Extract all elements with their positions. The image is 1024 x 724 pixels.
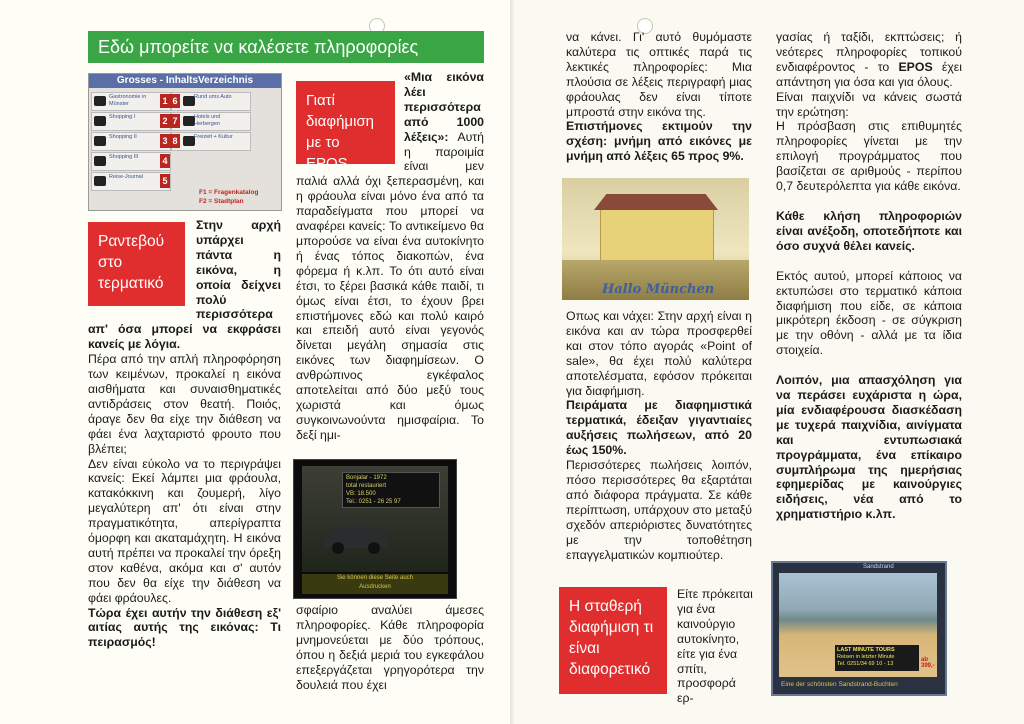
box-stable-ad bbox=[559, 587, 667, 694]
index-screen-title: Grosses - InhaltsVerzeichnis bbox=[89, 74, 281, 88]
col4-c: Η πρόσβαση στις επιθυμητές πληροφορίες γίνεται με την επιλογή προγράμματος που βασίζεται σε αριθμούς - περίπου 0,7 δευτερόλεπτα για κάθε εικόνα. bbox=[776, 119, 962, 194]
col4-f: Λοιπόν, μια απασχόληση για να περάσει ευχάριστα η ώρα, μία ενδιαφέρουσα διασκέδαση με τυχερά παιχνίδια, αινίγματα και εντυπωσιακά προγράμματα, ένα επίκαιρο συμπλήρωμα της ημερήσιας εφημερίδας με καινούργιες ειδήσεις, νέα από το χρηματιστήριο κ.λπ. bbox=[776, 373, 962, 522]
col4-text bbox=[776, 30, 962, 522]
index-item-number: 2 bbox=[160, 114, 170, 128]
col1-p4: Τώρα έχει αυτήν την διάθεση εξ' αιτίας αυτής της εικόνας: Τι πειρασμός! bbox=[88, 605, 281, 650]
car-caption-line-2: Ausdrucken bbox=[359, 584, 391, 590]
col3-text-top bbox=[566, 30, 752, 164]
page-fold bbox=[510, 0, 514, 724]
beach-top-label: Sandstrand bbox=[863, 564, 894, 570]
beach-sign bbox=[835, 645, 919, 671]
col2-text-top bbox=[296, 70, 484, 443]
index-item-icon bbox=[94, 116, 106, 126]
index-item bbox=[91, 92, 171, 111]
car-sign-line-4: Tel.: 0251 - 26 25 97 bbox=[346, 499, 401, 505]
index-screen-footer-1: F1 = Fragenkatalog bbox=[199, 189, 259, 196]
car-screen-image bbox=[293, 459, 457, 599]
col3-c: Οπως και νάχει: Στην αρχή είναι η εικόνα και αν τώρα προσφερθεί και στον τόπο αγοράς «Point of sale», θα έχει πολύ καλύτερα αποτελέσματα, εφόσον πρόκειται για διαφήμιση. bbox=[566, 309, 752, 398]
beach-sign-line-2: Reisen in letzter Minute bbox=[837, 654, 895, 660]
car-caption bbox=[302, 574, 448, 594]
index-item bbox=[171, 112, 251, 131]
beach-photo bbox=[779, 573, 937, 677]
box-rendezvous-text: Ραντεβού στο τερματικό bbox=[98, 233, 165, 292]
index-item-number: 8 bbox=[170, 134, 180, 148]
index-item bbox=[91, 112, 171, 131]
box-stable-text: Η σταθερή διαφήμιση τι είναι διαφορετικό bbox=[569, 598, 654, 678]
index-item-number: 5 bbox=[160, 174, 170, 188]
col3-a: να κάνει. Γι' αυτό θυμόμαστε καλύτερα τις οπτικές παρά τις λεκτικές πληροφορίες: Μια πλούσια σε λέξεις περιγραφή μιας φράουλας δεν είναι τίποτε μπροστά στην εικόνα της. bbox=[566, 30, 752, 119]
col2-text-bottom bbox=[296, 603, 484, 692]
col3-text-mid bbox=[566, 309, 752, 562]
index-item bbox=[91, 172, 171, 191]
col3-e: Περισσότερες πωλήσεις λοιπόν, πόσο περισσότερες θα εξαρτάται από διάφορα πράγματα. Σε κάθε περίπτωση, υπάρχουν στο μεταξύ σχεδόν απεριόριστες δυνατότητες με την τοποθέτηση επαγγελματικών κομπιούτερ. bbox=[566, 458, 752, 562]
car-wheel bbox=[368, 542, 380, 554]
beach-sign-line-1: LAST MINUTE TOURS bbox=[837, 647, 895, 653]
col4-epos: EPOS bbox=[898, 59, 933, 74]
index-item-label: Shopping II bbox=[109, 134, 137, 140]
col3-text-bottom bbox=[677, 587, 754, 706]
index-item-icon bbox=[94, 136, 106, 146]
col4-b: Είναι παιχνίδι να κάνεις σωστά την ερώτηση: bbox=[776, 89, 962, 119]
car-sign-line-2: total restauriert bbox=[346, 483, 387, 489]
palace-caption: Hallo München bbox=[602, 282, 715, 297]
index-item-number: 6 bbox=[170, 94, 180, 108]
col1-p2: Πέρα από την απλή πληροφόρηση των κειμένων, προκαλεί η εικόνα αισθήματα και συναισθηματικές αντιδράσεις στον θεατή. Ποιός, άραγε δεν θα είχε την διάθεση να φάει ένα λαχταριστό φρουτο που βλέπει; bbox=[88, 352, 281, 456]
car-sign bbox=[342, 472, 440, 508]
index-item-label: Gastronomie in Münster bbox=[109, 94, 147, 107]
beach-screen-image bbox=[771, 561, 947, 696]
col4-e: Εκτός αυτού, μπορεί κάποιος να εκτυπώσει στο τερματικό κάποια διαφήμιση που είδε, σε κάποια μικρότερη έκδοση - σε σύγκριση με την οθόνη - αλλά με τα ίδια στοιχεία. bbox=[776, 268, 962, 358]
index-item-icon bbox=[94, 156, 106, 166]
palace-roof bbox=[594, 194, 718, 210]
car-caption-line-1: Sie können diese Seite auch bbox=[336, 575, 414, 581]
col4-d: Κάθε κλήση πληροφοριών είναι ανέξοδη, οποτεδήποτε και όσο συχνά θέλει κανείς. bbox=[776, 208, 962, 253]
beach-caption: Eine der schönsten Sandstrand-Buchten bbox=[781, 681, 898, 688]
col3-b: Επιστήμονες εκτιμούν την σχέση: μνήμη από εικόνες με μνήμη από λέξεις 65 προς 9%. bbox=[566, 119, 752, 164]
car-wheel bbox=[332, 542, 344, 554]
box-why-text: Γιατί διαφήμιση με το EPOS bbox=[306, 92, 374, 172]
index-screen-footer-2: F2 = Stadtplan bbox=[199, 198, 244, 205]
green-banner: Εδώ μπορείτε να καλέσετε πληροφορίες bbox=[88, 31, 484, 63]
car-sign-line-1: Bonjalar - 1972 bbox=[346, 475, 387, 481]
index-item-number: 7 bbox=[170, 114, 180, 128]
col3-d: Πειράματα με διαφημιστικά τερματικά, έδειξαν γιγαντιαίες αυξήσεις πωλήσεων, από 20 έως 150%. bbox=[566, 398, 752, 458]
index-item bbox=[91, 152, 171, 171]
index-item-label: Freizeit + Kultur bbox=[194, 134, 233, 140]
car-photo bbox=[302, 466, 448, 572]
beach-sale: ab 399,- bbox=[921, 657, 935, 669]
col2-a: Αυτή η παροιμία είναι μεν παλιά αλλά όχι ξεπερασμένη, και η φράουλα είναι μόνο ένα από τα παραδείγματα που μπορεί να αναφέρει κανείς: Το αντικείμενο θα μπορούσε να είναι ένα αυτοκίνητο ή ένας τόπος διακοπών, ένα φόρεμα ή κ.λπ. Το ότι αυτό είναι έτσι, το ξέρει βασικά κάθε παιδί, τι όμως είναι έτσι, το έχουν βρει επιστήμονες εδώ και πολύ καιρό και επειδή αυτό είναι γεγονός δίνεται μεγάλη σημασία στις εικόνες των διαφημίσεων. Ο ανθρώπινος εγκέφαλος αποτελείται από δύο μεξύ τους χωριστά και όμως συγκοινωνούντα ημισφαίρια. Το δεξί ημι- bbox=[296, 129, 484, 442]
col3-f: Είτε πρόκειται για ένα καινούργιο αυτοκίνητο, είτε για ένα σπίτι, προσφορά ερ- bbox=[677, 587, 753, 706]
index-item-number: 1 bbox=[160, 94, 170, 108]
index-item bbox=[91, 132, 171, 151]
col1-p3: Δεν είναι εύκολο να το περιγράψει κανείς: Εκεί λάμπει μια φράουλα, κατακόκκινη και ζουμερή, λίγο μεγαλύτερη απ' ότι είναι στην πραγματικότητα, απερίγραπτα όμορφη και ακαταμάχητη. Η εικόνα αυτή πρέπει να προκαλεί την όρεξη στον καθένα, ακόμα και σ' αυτόν που δεν θα είχε την διάθεση να φάει φράουλες. bbox=[88, 456, 281, 605]
index-item bbox=[171, 132, 251, 151]
index-item bbox=[171, 92, 251, 111]
index-item-label: Shopping III bbox=[109, 154, 139, 160]
index-item-label: Reise-Journal bbox=[109, 174, 143, 180]
col4-a2: έχει απάντηση για όσα και για όλους. bbox=[776, 59, 963, 89]
car-sign-line-3: VB: 18.500 bbox=[346, 491, 376, 497]
col2-b: σφαίριο αναλύει άμεσες πληροφορίες. Κάθε πληροφορία μνημονεύεται με δύο τρόπους, όπου η δεξιά μεριά του εγκεφάλου επεξεργάζεται γρηγορότερα την δουλειά που έχει bbox=[296, 603, 484, 692]
index-item-number: 3 bbox=[160, 134, 170, 148]
col2-quote: «Μια εικόνα λέει περισσότερα από 1000 λέξεις»: bbox=[404, 70, 484, 144]
palace-image bbox=[562, 178, 749, 300]
index-item-label: Rund ums Auto bbox=[194, 94, 232, 100]
index-item-icon bbox=[94, 96, 106, 106]
col4-a: γασίας ή ταξίδι, εκπτώσεις; ή νεότερες πληροφορίες τοπικού ενδιαφέροντος - το bbox=[776, 30, 962, 74]
index-item-icon bbox=[94, 176, 106, 186]
beach-sign-line-3: Tel. 0251/34 69 10 - 13 bbox=[837, 661, 894, 667]
index-screen-image bbox=[88, 73, 282, 211]
index-item-label: Shopping I bbox=[109, 114, 136, 120]
col1-text bbox=[88, 218, 281, 650]
index-item-label: Hotels und Herbergen bbox=[194, 114, 221, 127]
col1-p1: Στην αρχή υπάρχει πάντα η εικόνα, η οποία δείχνει πολύ περισσότερα απ' όσα μπορεί να εκφράσει κανείς με λόγια. bbox=[88, 218, 281, 352]
index-item-number: 4 bbox=[160, 154, 170, 168]
